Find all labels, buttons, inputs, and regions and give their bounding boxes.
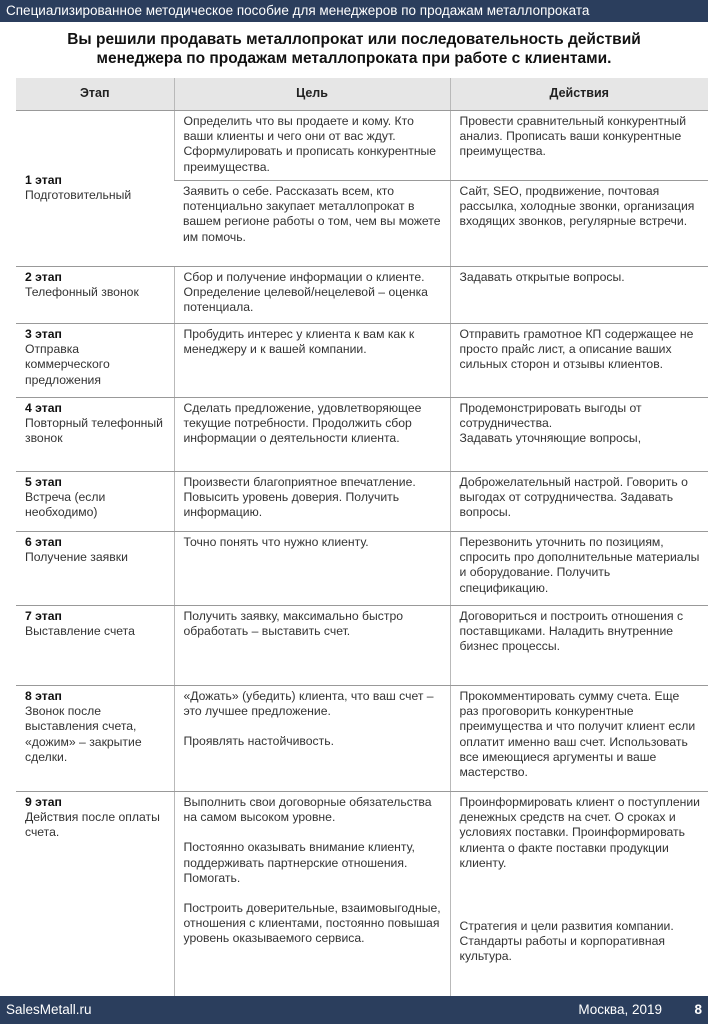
goal-cell [174,792,450,998]
goal-cell: Сделать предложение, удовлетворяющее текущие потребности. Продолжить сбор информации о деятельности клиента. [174,398,450,472]
stage-number: 6 этап [25,535,62,549]
table-header-row [16,78,708,111]
stage-name: Телефонный звонок [25,285,139,300]
page-number: 8 [694,1002,702,1017]
goal-text: Построить доверительные, взаимовыгодные, отношения с клиентами, постоянно повышая уровень оказываемого сервиса. [183,901,441,946]
stage-name: Звонок после выставления счета, «дожим» – закрытие сделки. [25,704,142,764]
action-text: Проинформировать клиент о поступлении денежных средств на счет. О сроках и условиях поставки. Проинформировать клиента о факте поставки продукции клиенту. [459,795,700,870]
goal-cell: Заявить о себе. Рассказать всем, кто потенциально закупает металлопрокат в вашем регионе работы о том, чем вы можете им помочь. [174,181,450,267]
page-title [18,30,690,68]
stage-name: Отправка коммерческого предложения [25,342,110,387]
table-row [16,686,708,792]
table-row [16,267,708,324]
action-text: Стратегия и цели развития компании. Стандарты работы и корпоративная культура. [459,919,674,964]
action-cell: Доброжелательный настрой. Говорить о выгодах от сотрудничества. Задавать вопросы. [450,472,708,532]
stage-number: 2 этап [25,270,62,284]
stage-name: Повторный телефонный звонок [25,416,163,446]
table-row [16,792,708,998]
stage-cell [16,472,174,532]
stage-number: 5 этап [25,475,62,489]
stage-cell [16,686,174,792]
sales-steps-table [16,78,708,998]
goal-cell: Точно понять что нужно клиенту. [174,532,450,606]
paragraph-gap [460,871,701,919]
title-line-2: менеджера по продажам металлопроката при работе с клиентами. [96,50,612,67]
stage-cell [16,606,174,686]
action-cell: Договориться и построить отношения с поставщиками. Наладить внутренние бизнес процессы. [450,606,708,686]
stage-name: Действия после оплаты счета. [25,810,160,840]
stage-number: 1 этап [25,172,62,187]
goal-text: «Дожать» (убедить) клиента, что ваш счет – это лучшее предложение. [183,689,434,719]
action-cell: Отправить грамотное КП содержащее не просто прайс лист, а описание ваших сильных сторон и отзывы клиентов. [450,324,708,398]
stage-number: 8 этап [25,689,62,703]
header-banner: Специализированное методическое пособие для менеджеров по продажам металлопроката [0,0,708,22]
goal-cell: Получить заявку, максимально быстро обработать – выставить счет. [174,606,450,686]
footer-bar [0,996,708,1024]
table-row [16,472,708,532]
goal-cell: Определить что вы продаете и кому. Кто ваши клиенты и чего они от вас ждут. Сформулировать и прописать конкурентные преимущества. [174,111,450,181]
goal-text: Выполнить свои договорные обязательства на самом высоком уровне. [183,795,432,825]
stage-cell [16,267,174,324]
stage-cell [16,398,174,472]
action-text: Задавать уточняющие вопросы, [459,431,642,446]
table-row [16,398,708,472]
action-cell: Сайт, SEO, продвижение, почтовая рассылка, холодные звонки, организация входящих звонков, регулярные встречи. [450,181,708,267]
column-header-actions: Действия [450,78,708,111]
action-text: Продемонстрировать выгоды от сотрудничества. [459,401,642,431]
title-line-1: Вы решили продавать металлопрокат или последовательность действий [67,31,641,48]
action-cell: Прокомментировать сумму счета. Еще раз проговорить конкурентные преимущества и что получит клиент если оплатит именно ваш счет. Использовать все имеющиеся аргументы и ваше мастерство. [450,686,708,792]
stage-number: 7 этап [25,609,62,623]
goal-cell: Сбор и получение информации о клиенте. Определение целевой/нецелевой – оценка потенциала. [174,267,450,324]
stage-number: 4 этап [25,401,62,415]
table-row [16,532,708,606]
paragraph-gap [184,886,442,901]
action-cell: Перезвонить уточнить по позициям, спросить про дополнительные материалы и оборудование. Получить спецификацию. [450,532,708,606]
column-header-stage: Этап [16,78,174,111]
column-header-goal: Цель [174,78,450,111]
stage-cell [16,792,174,998]
paragraph-gap [184,719,442,734]
paragraph-gap [184,825,442,840]
goal-cell: Произвести благоприятное впечатление. Повысить уровень доверия. Получить информацию. [174,472,450,532]
stage-cell [16,532,174,606]
goal-cell: Пробудить интерес у клиента к вам как к менеджеру и к вашей компании. [174,324,450,398]
footer-city-year: Москва, 2019 [578,1002,662,1017]
action-cell [450,398,708,472]
stage-name: Встреча (если необходимо) [25,490,106,520]
table-row [16,606,708,686]
stage-name: Получение заявки [25,550,128,565]
stage-cell [16,324,174,398]
action-cell [450,792,708,998]
goal-text: Проявлять настойчивость. [183,734,334,749]
footer-site: SalesMetall.ru [6,1002,92,1017]
stage-cell [16,111,174,267]
table-row [16,111,708,181]
goal-cell [174,686,450,792]
action-cell: Провести сравнительный конкурентный анализ. Прописать ваши конкурентные преимущества. [450,111,708,181]
stage-name: Выставление счета [25,624,135,639]
action-cell: Задавать открытые вопросы. [450,267,708,324]
stage-number: 3 этап [25,327,62,341]
stage-name: Подготовительный [25,188,132,202]
goal-text: Постоянно оказывать внимание клиенту, поддерживать партнерские отношения. Помогать. [183,840,415,885]
table-row [16,324,708,398]
stage-number: 9 этап [25,795,62,809]
